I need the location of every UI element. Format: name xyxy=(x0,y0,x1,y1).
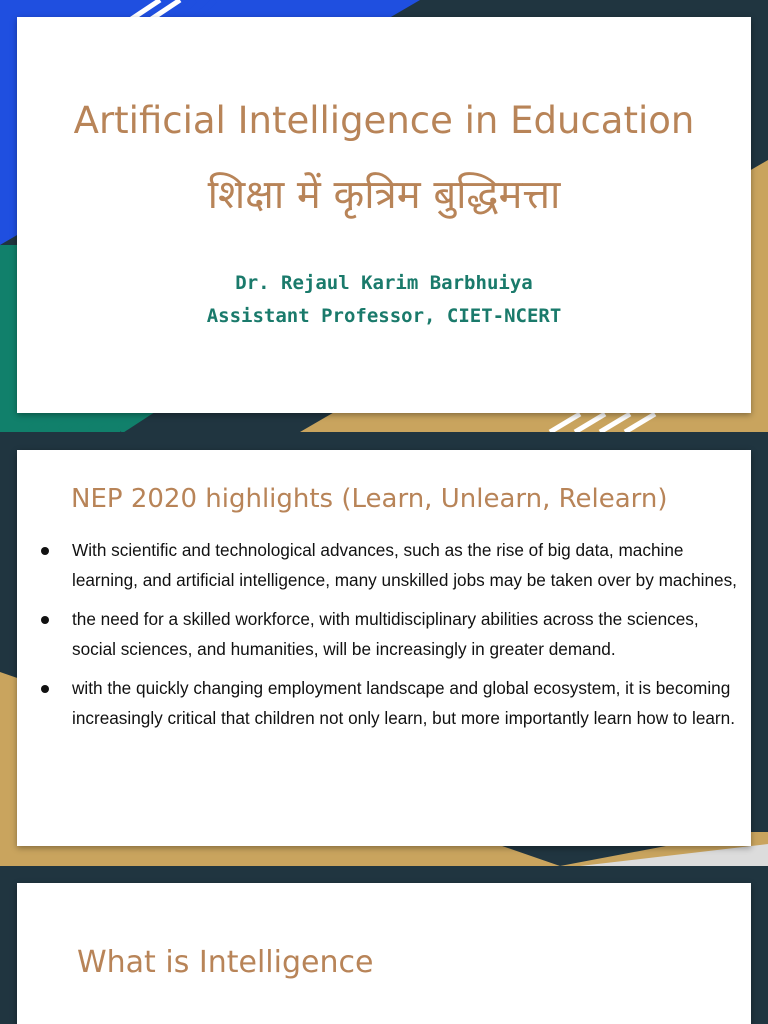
list-item xyxy=(39,536,739,595)
intelligence-card xyxy=(17,883,751,1024)
author-block xyxy=(17,267,751,333)
title-hindi: शिक्षा में कृत्रिम बुद्धिमत्ता xyxy=(207,172,561,218)
intelligence-heading: What is Intelligence xyxy=(77,945,374,980)
nep-slide xyxy=(0,432,768,866)
bullet-text: with the quickly changing employment landscape and global ecosystem, it is becoming increasingly critical that children not only learn, but more importantly learn how to learn. xyxy=(72,678,735,728)
author-name: Dr. Rejaul Karim Barbhuiya xyxy=(235,272,533,294)
title-english: Artificial Intelligence in Education xyxy=(73,99,695,142)
intelligence-slide xyxy=(0,866,768,1024)
author-role: Assistant Professor, CIET-NCERT xyxy=(206,305,562,327)
bullet-icon xyxy=(41,547,49,555)
nep-bullet-list xyxy=(39,536,739,743)
nep-heading: NEP 2020 highlights (Learn, Unlearn, Relearn) xyxy=(71,484,668,514)
list-item xyxy=(39,674,739,733)
bullet-text: With scientific and technological advances, such as the rise of big data, machine learning, and artificial intelligence, many unskilled jobs may be taken over by machines, xyxy=(72,540,737,590)
bullet-text: the need for a skilled workforce, with multidisciplinary abilities across the sciences, social sciences, and humanities, will be increasingly in greater demand. xyxy=(72,609,699,659)
list-item xyxy=(39,605,739,664)
bullet-icon xyxy=(41,685,49,693)
bullet-icon xyxy=(41,616,49,624)
nep-card xyxy=(17,450,751,846)
title-slide xyxy=(0,0,768,432)
title-card xyxy=(17,17,751,413)
